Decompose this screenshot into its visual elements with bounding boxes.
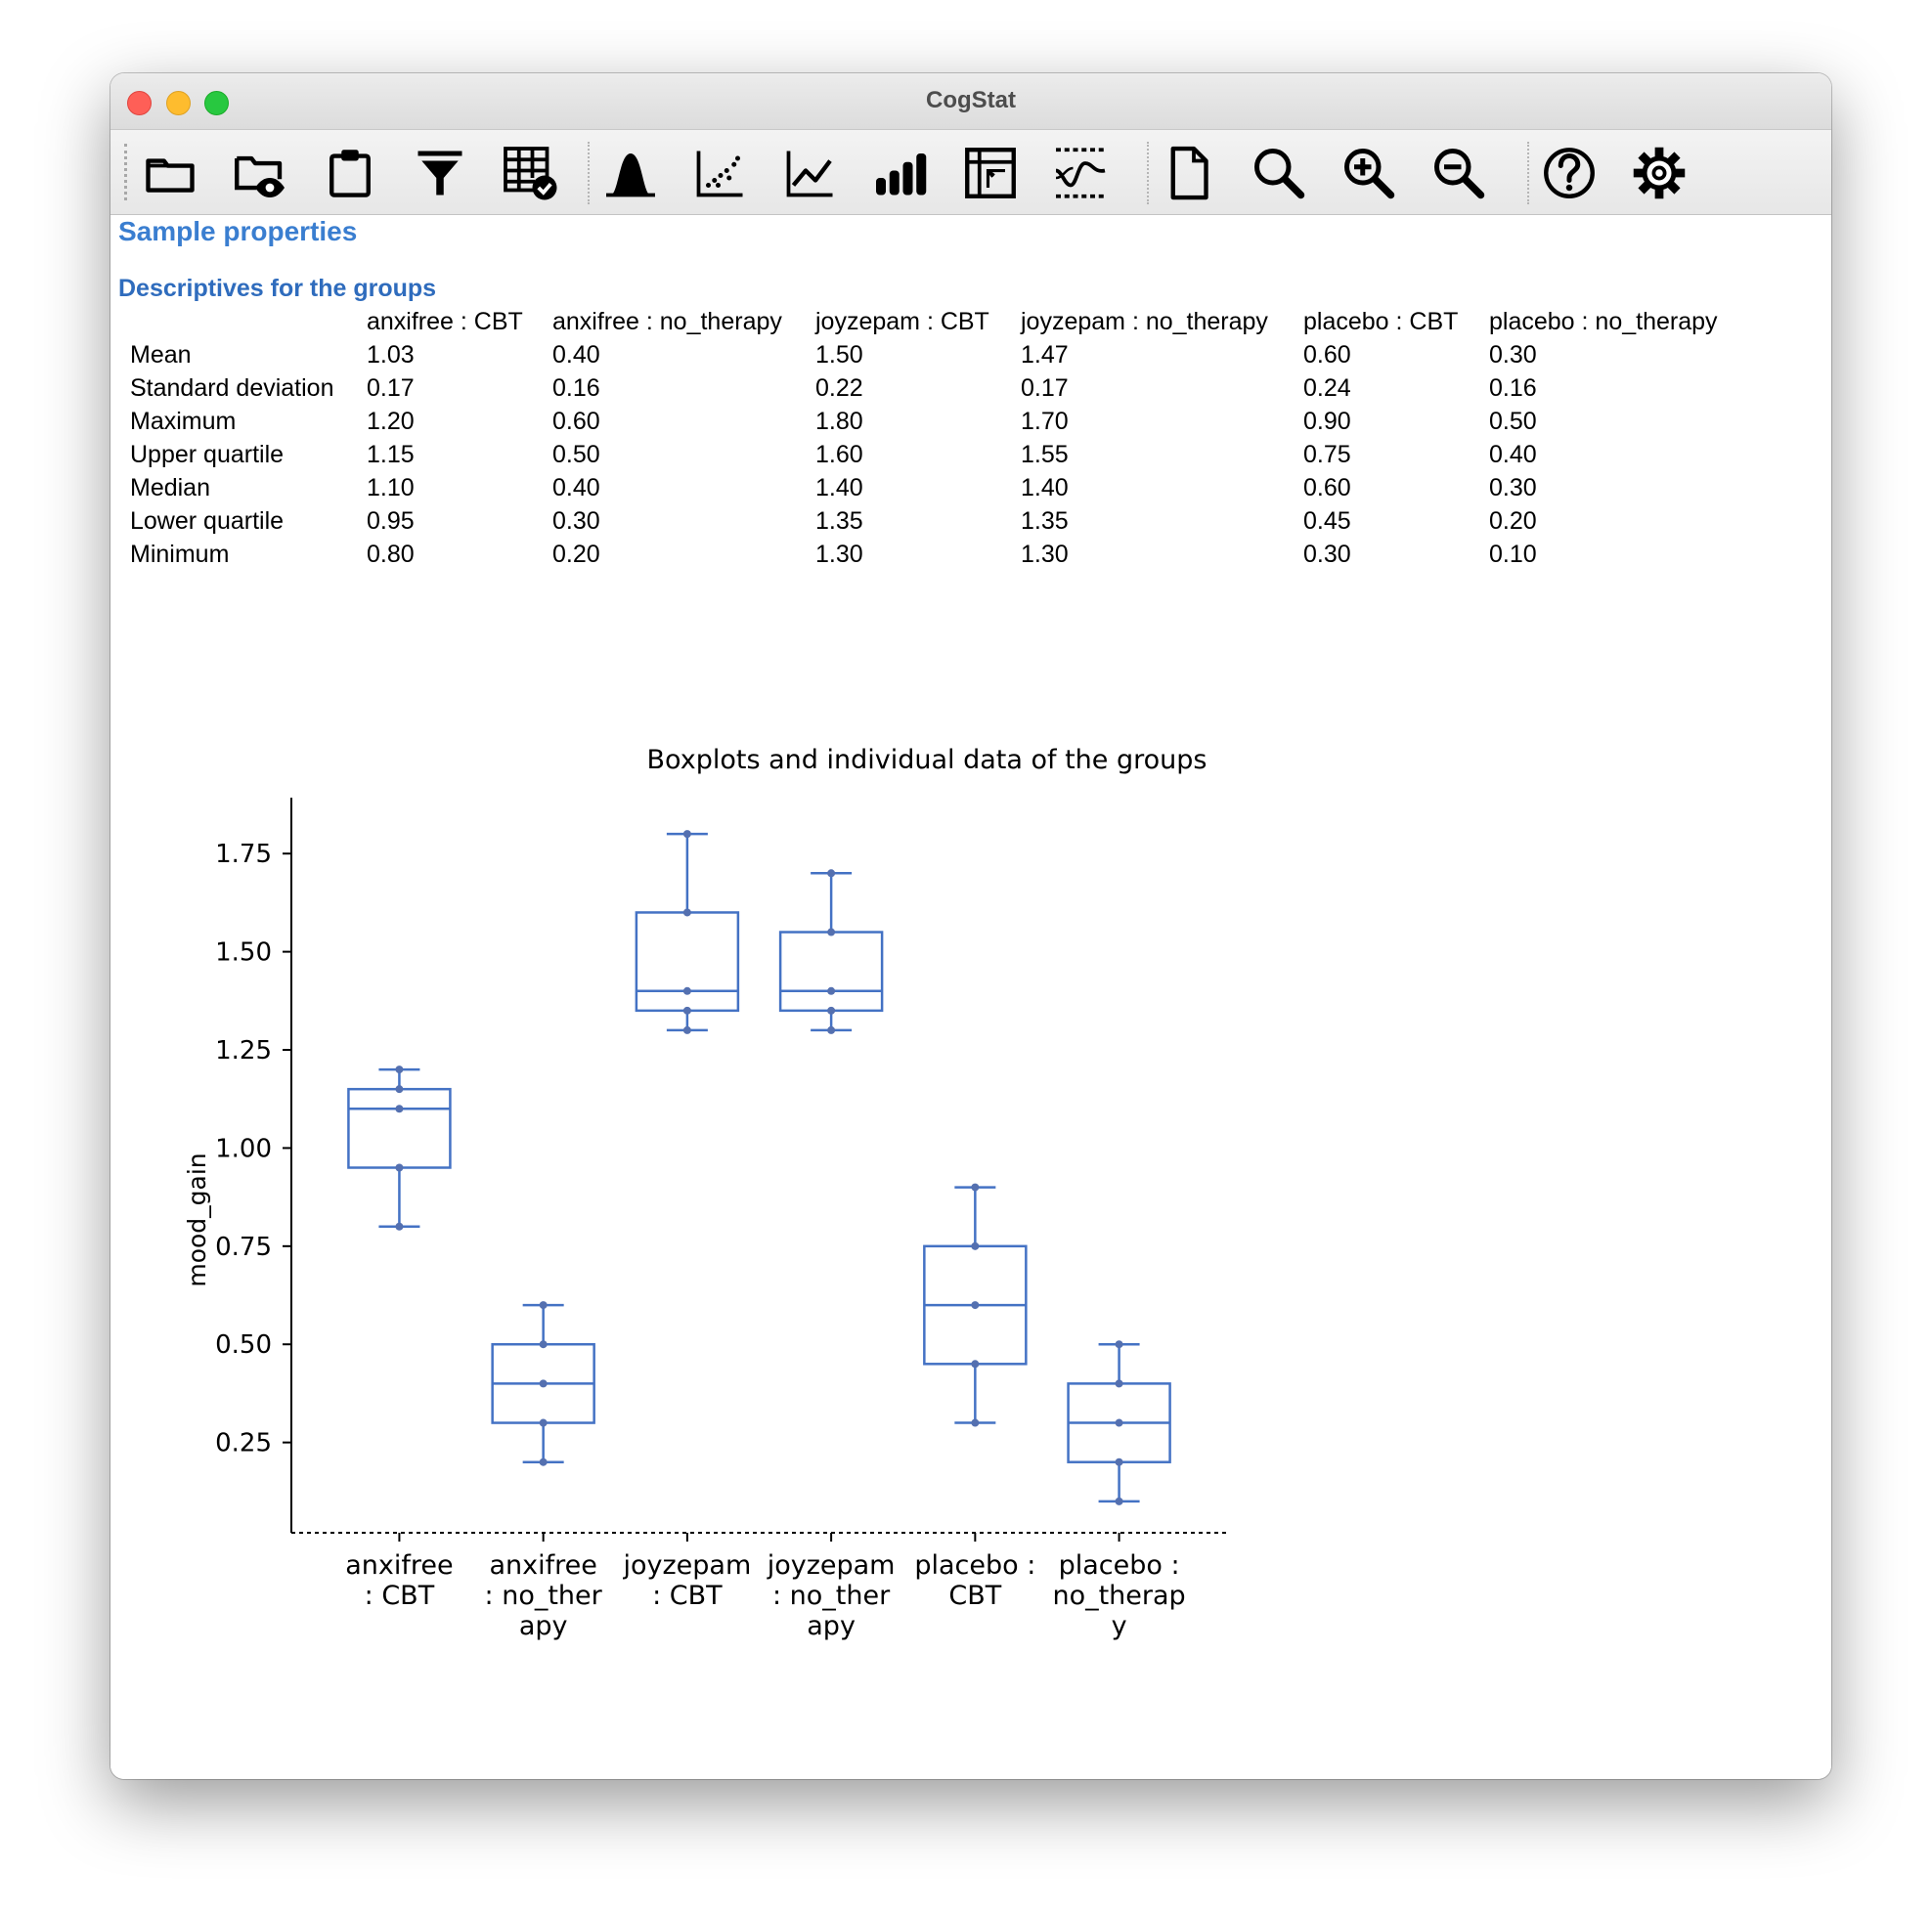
data-check-icon <box>501 144 559 202</box>
boxplot-group <box>1069 1340 1170 1505</box>
reliability-button[interactable] <box>779 142 842 204</box>
x-axis-ticks <box>345 1533 1185 1641</box>
y-tick-label: 0.75 <box>215 1232 272 1262</box>
x-tick-label-line: apy <box>518 1611 568 1641</box>
table-cell: 0.24 <box>1303 374 1351 402</box>
table-cell: 0.60 <box>1303 341 1351 369</box>
clipboard-icon <box>321 144 379 202</box>
table-cell: 0.80 <box>367 541 415 568</box>
row-label: Median <box>130 474 210 501</box>
box-iqr <box>637 912 738 1010</box>
row-label: Minimum <box>130 541 230 568</box>
table-cell: 0.40 <box>552 341 600 369</box>
app-window <box>110 73 1831 1779</box>
paste-data-button[interactable] <box>319 142 381 204</box>
preferences-button[interactable] <box>1628 142 1690 204</box>
zoom-out-icon <box>1429 144 1488 202</box>
row-label: Upper quartile <box>130 441 285 468</box>
compare-groups-button[interactable] <box>1049 142 1112 204</box>
table-cell: 0.17 <box>1021 374 1069 402</box>
descriptives-table <box>130 306 1743 572</box>
data-point <box>683 830 691 838</box>
x-tick-label <box>485 1550 603 1641</box>
table-cell: 0.50 <box>1489 408 1537 435</box>
data-point <box>827 869 835 877</box>
new-document-button[interactable] <box>1158 142 1220 204</box>
data-point <box>395 1105 403 1112</box>
table-cell: 0.17 <box>367 374 415 402</box>
zoom-in-icon <box>1339 144 1398 202</box>
data-point <box>683 1026 691 1034</box>
data-point <box>971 1419 979 1427</box>
boxplot-group <box>780 869 882 1034</box>
table-cell: 1.30 <box>815 541 863 568</box>
table-cell: 1.35 <box>1021 507 1069 535</box>
data-point <box>827 1026 835 1034</box>
table-header-cell: placebo : CBT <box>1303 308 1459 335</box>
data-point <box>395 1085 403 1093</box>
data-point <box>1116 1419 1123 1427</box>
table-cell: 1.40 <box>1021 474 1069 501</box>
open-file-button[interactable] <box>139 142 201 204</box>
explore-variable-button[interactable] <box>599 142 662 204</box>
filter-button[interactable] <box>409 142 471 204</box>
data-point <box>1116 1379 1123 1387</box>
data-point <box>971 1242 979 1250</box>
x-tick-label-line: no_therap <box>1052 1581 1186 1611</box>
help-icon <box>1540 144 1599 202</box>
boxplot-group <box>348 1066 450 1231</box>
data-point <box>683 1007 691 1015</box>
data-point <box>1116 1458 1123 1466</box>
table-cell: 1.30 <box>1021 541 1069 568</box>
table-cell: 0.50 <box>552 441 600 468</box>
x-tick-label-line: : CBT <box>652 1581 723 1611</box>
distribution-icon <box>601 144 660 202</box>
y-axis-label: mood_gain <box>183 1153 211 1287</box>
x-tick-label <box>1052 1550 1185 1641</box>
data-point <box>827 987 835 995</box>
toolbar-separator <box>1527 142 1529 204</box>
explore-relation-button[interactable] <box>689 142 752 204</box>
y-tick-label: 1.25 <box>215 1036 272 1066</box>
x-tick-label <box>622 1550 751 1611</box>
folder-view-icon <box>231 144 289 202</box>
bar-chart-icon <box>871 144 930 202</box>
zoom-in-button[interactable] <box>1338 142 1400 204</box>
table-row <box>130 539 1743 572</box>
x-tick-label-line: : no_ther <box>771 1581 891 1611</box>
x-tick-label-line: anxifree <box>345 1550 454 1581</box>
data-point <box>827 929 835 936</box>
table-cell: 1.80 <box>815 408 863 435</box>
data-point <box>395 1223 403 1231</box>
y-tick-label: 0.50 <box>215 1330 272 1361</box>
table-cell: 0.60 <box>1303 474 1351 501</box>
help-button[interactable] <box>1538 142 1601 204</box>
find-button[interactable] <box>1248 142 1310 204</box>
data-point <box>540 1458 548 1466</box>
table-cell: 1.20 <box>367 408 415 435</box>
folder-open-icon <box>141 144 199 202</box>
data-point <box>395 1066 403 1073</box>
table-header-cell: anxifree : no_therapy <box>552 308 782 335</box>
data-point <box>1116 1498 1123 1505</box>
table-cell: 0.30 <box>1303 541 1351 568</box>
chart-title: Boxplots and individual data of the groups <box>646 745 1208 775</box>
x-tick-label-line: placebo : <box>1058 1550 1180 1581</box>
x-tick-label-line: anxifree <box>489 1550 597 1581</box>
table-cell: 0.30 <box>1489 474 1537 501</box>
table-row <box>130 472 1743 505</box>
x-tick-label <box>914 1550 1035 1611</box>
toolbar-separator <box>588 142 590 204</box>
x-tick-label <box>345 1550 453 1611</box>
table-cell: 0.95 <box>367 507 415 535</box>
y-tick-label: 1.00 <box>215 1134 272 1164</box>
table-row <box>130 339 1743 372</box>
table-cell: 1.40 <box>815 474 863 501</box>
data-point <box>395 1164 403 1172</box>
data-check-button[interactable] <box>499 142 561 204</box>
filter-icon <box>411 144 469 202</box>
pivot-table-icon <box>961 144 1020 202</box>
table-header-cell: joyzepam : no_therapy <box>1021 308 1268 335</box>
row-label: Standard deviation <box>130 374 334 402</box>
table-row <box>130 406 1743 439</box>
title-bar <box>110 73 1831 130</box>
data-point <box>683 987 691 995</box>
x-tick-label-line: joyzepam <box>767 1550 896 1581</box>
table-cell: 1.03 <box>367 341 415 369</box>
row-label: Mean <box>130 341 192 369</box>
scatter-icon <box>691 144 750 202</box>
y-axis-ticks <box>215 840 291 1457</box>
x-tick-label-line: y <box>1111 1611 1127 1641</box>
table-cell: 0.30 <box>1489 341 1537 369</box>
boxplot-series <box>348 830 1169 1505</box>
table-cell: 0.40 <box>1489 441 1537 468</box>
table-cell: 0.20 <box>552 541 600 568</box>
settings-icon <box>1630 144 1689 202</box>
table-cell: 0.60 <box>552 408 600 435</box>
table-header-row <box>130 306 1743 339</box>
table-cell: 0.90 <box>1303 408 1351 435</box>
table-cell: 1.55 <box>1021 441 1069 468</box>
row-label: Lower quartile <box>130 507 285 535</box>
data-point <box>540 1340 548 1348</box>
zoom-out-button[interactable] <box>1427 142 1490 204</box>
boxplot-group <box>924 1184 1026 1427</box>
table-cell: 1.50 <box>815 341 863 369</box>
y-tick-label: 0.25 <box>215 1428 272 1458</box>
x-tick-label-line: placebo : <box>914 1550 1036 1581</box>
table-cell: 0.22 <box>815 374 863 402</box>
table-header-cell: anxifree : CBT <box>367 308 523 335</box>
new-document-icon <box>1160 144 1218 202</box>
table-cell: 1.60 <box>815 441 863 468</box>
table-cell: 0.45 <box>1303 507 1351 535</box>
table-cell: 1.35 <box>815 507 863 535</box>
table-cell: 0.16 <box>552 374 600 402</box>
data-point <box>683 908 691 916</box>
table-cell: 1.15 <box>367 441 415 468</box>
data-point <box>971 1360 979 1368</box>
x-tick-label-line: CBT <box>948 1581 1002 1611</box>
box-iqr <box>780 933 882 1011</box>
table-header-cell: placebo : no_therapy <box>1489 308 1718 335</box>
x-tick-label-line: : no_ther <box>484 1581 602 1611</box>
subsection-title: Descriptives for the groups <box>118 275 437 302</box>
window-title: CogStat <box>926 87 1016 113</box>
data-point <box>971 1184 979 1192</box>
open-demo-button[interactable] <box>229 142 291 204</box>
results-pane[interactable] <box>110 216 1831 1779</box>
table-cell: 0.20 <box>1489 507 1537 535</box>
search-icon <box>1250 144 1308 202</box>
x-tick-label-line: : CBT <box>364 1581 435 1611</box>
table-row <box>130 372 1743 406</box>
data-point <box>540 1419 548 1427</box>
section-title: Sample properties <box>118 216 358 246</box>
table-row <box>130 505 1743 539</box>
data-point <box>1116 1340 1123 1348</box>
boxplot-chart <box>110 744 1831 1779</box>
pivot-table-button[interactable] <box>959 142 1022 204</box>
data-point <box>971 1301 979 1309</box>
x-tick-label <box>767 1550 896 1641</box>
compare-groups-icon <box>1051 144 1110 202</box>
table-cell: 0.16 <box>1489 374 1537 402</box>
table-cell: 1.47 <box>1021 341 1069 369</box>
box-iqr <box>348 1089 450 1167</box>
table-cell: 0.40 <box>552 474 600 501</box>
row-label: Maximum <box>130 408 237 435</box>
boxplot-group <box>493 1301 594 1466</box>
table-cell: 0.75 <box>1303 441 1351 468</box>
table-header-cell: joyzepam : CBT <box>815 308 989 335</box>
table-cell: 0.10 <box>1489 541 1537 568</box>
data-point <box>540 1379 548 1387</box>
x-tick-label-line: apy <box>807 1611 856 1641</box>
table-cell: 0.30 <box>552 507 600 535</box>
boxplot-group <box>637 830 738 1034</box>
data-point <box>827 1007 835 1015</box>
line-chart-icon <box>781 144 840 202</box>
table-cell: 1.70 <box>1021 408 1069 435</box>
y-tick-label: 1.75 <box>215 840 272 870</box>
toolbar-grip[interactable] <box>124 144 127 200</box>
table-row <box>130 439 1743 472</box>
toolbar <box>110 130 1831 215</box>
compare-variables-button[interactable] <box>869 142 932 204</box>
table-header-cell <box>130 306 367 339</box>
table-cell: 1.10 <box>367 474 415 501</box>
x-tick-label-line: joyzepam <box>623 1550 752 1581</box>
toolbar-separator <box>1147 142 1149 204</box>
data-point <box>540 1301 548 1309</box>
y-tick-label: 1.50 <box>215 937 272 968</box>
